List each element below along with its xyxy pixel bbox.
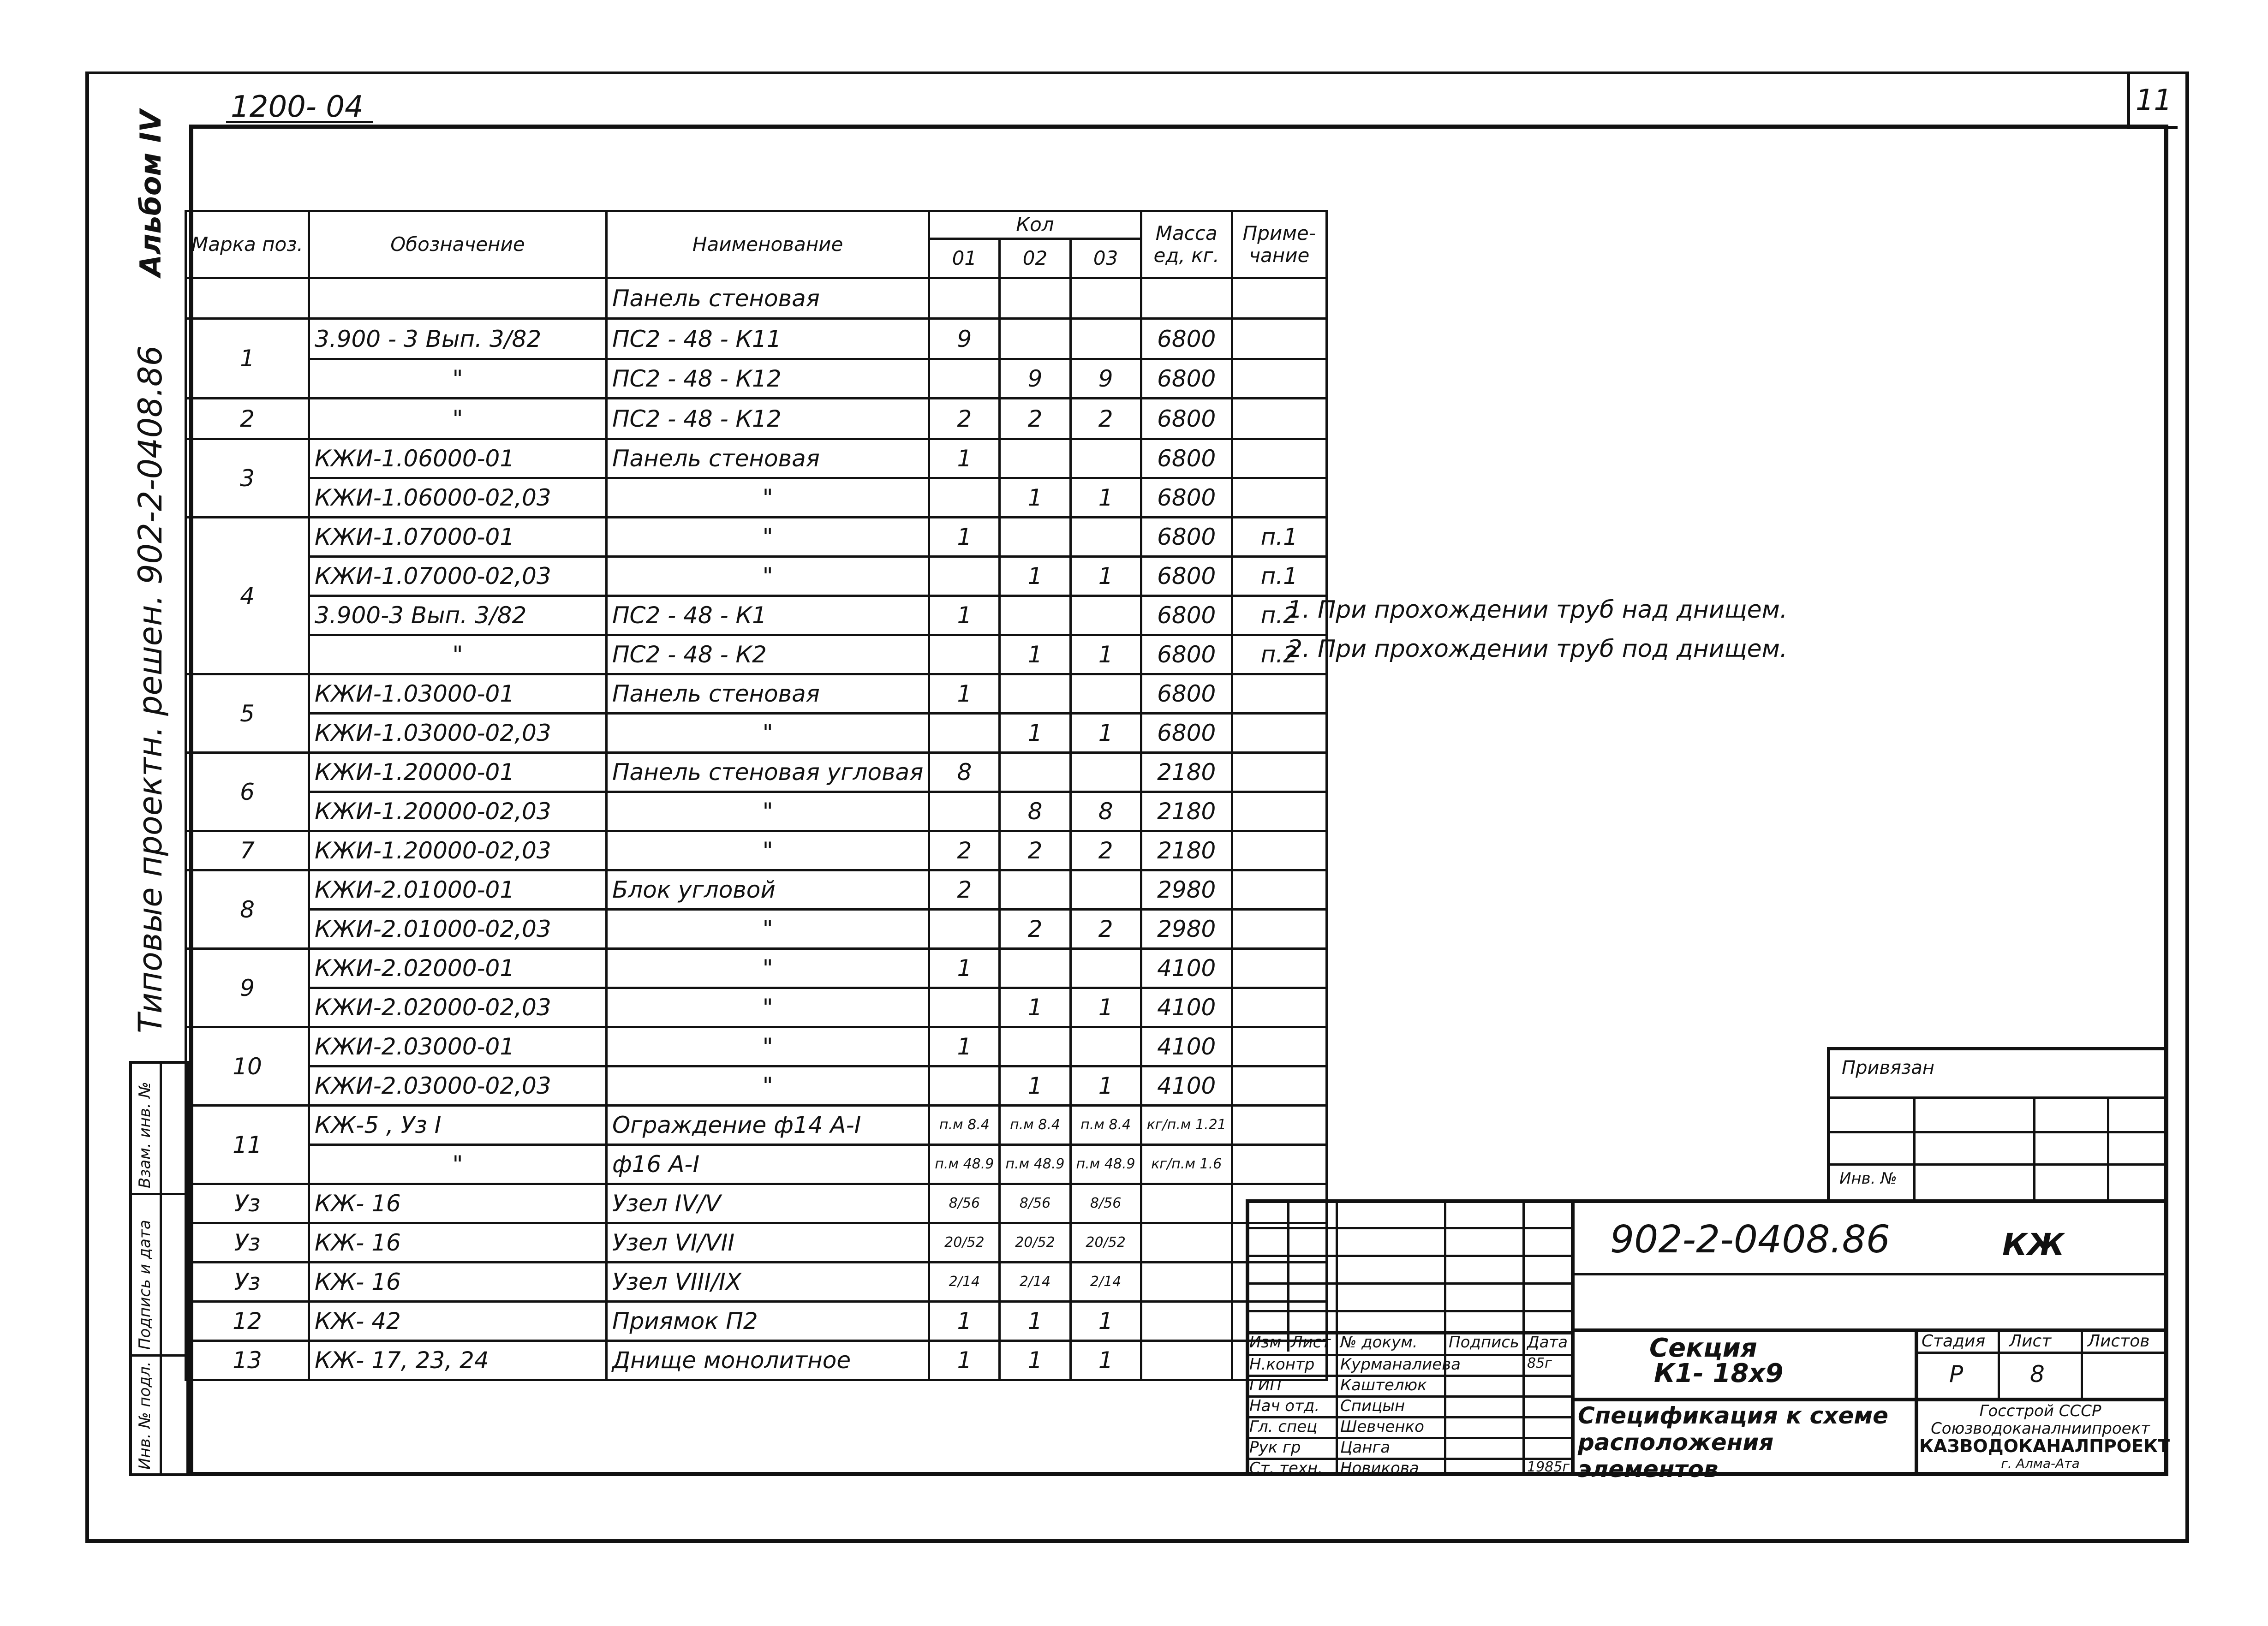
table-row [186, 439, 1327, 478]
cell-q03 [1070, 319, 1141, 359]
cell-designation: КЖИ-2.02000-01 [309, 949, 606, 988]
cell-q03 [1070, 949, 1141, 988]
cell-designation: 3.900 - 3 Вып. 3/82 [309, 319, 606, 359]
tb-person-role: ГИП [1249, 1376, 1282, 1394]
cell-name: ф16 А-I [606, 1145, 929, 1184]
cell-q01 [929, 557, 1000, 596]
cell-name: " [606, 1027, 929, 1066]
cell-q02 [1000, 518, 1070, 557]
cell-q03: 2 [1070, 910, 1141, 949]
cell-q03: 20/52 [1070, 1223, 1141, 1263]
table-row [186, 1106, 1327, 1145]
tb-col-sign: Подпись [1449, 1333, 1519, 1352]
cell-q02: 8/56 [1000, 1184, 1070, 1223]
tb-organization: Госстрой СССР Союзводоканалниипроект КАЗВОДОКАНАЛПРОЕКТ г. Алма-Ата [1919, 1402, 2170, 1471]
table-row [186, 518, 1327, 557]
cell-q02 [1000, 949, 1070, 988]
table-row [186, 870, 1327, 910]
cell-mass: 6800 [1141, 399, 1232, 439]
tb-sheets-label: Листов [2088, 1332, 2150, 1351]
header-designation: Обозначение [309, 211, 606, 278]
cell-q02: 1 [1000, 714, 1070, 753]
stamp-inv-original: Инв. № подл. [136, 1361, 154, 1470]
binding-title: Привязан [1842, 1057, 1935, 1078]
cell-mass [1141, 1184, 1232, 1223]
cell-note [1232, 792, 1326, 831]
cell-name: Панель стеновая [606, 674, 929, 714]
cell-q02: 20/52 [1000, 1223, 1070, 1263]
cell-mark: 1 [186, 319, 309, 399]
cell-name: " [606, 714, 929, 753]
cell-note [1232, 910, 1326, 949]
tb-person-role: Н.контр [1249, 1355, 1315, 1374]
cell-q01: 2 [929, 870, 1000, 910]
header-q02: 02 [1000, 239, 1070, 278]
cell-q02 [1000, 674, 1070, 714]
cell-mark: Уз [186, 1223, 309, 1263]
cell-q03: 9 [1070, 359, 1141, 399]
cell-name: ПС2 - 48 - К11 [606, 319, 929, 359]
header-name: Наименование [606, 211, 929, 278]
cell-mass [1141, 1341, 1232, 1380]
tb-col-date: Дата [1527, 1333, 1568, 1352]
cell-q03: 2/14 [1070, 1263, 1141, 1302]
cell-note [1232, 478, 1326, 518]
cell-q02 [1000, 319, 1070, 359]
cell-mark: 8 [186, 870, 309, 949]
cell-q03: 1 [1070, 478, 1141, 518]
cell-designation: КЖ- 42 [309, 1302, 606, 1341]
cell-note [1232, 319, 1326, 359]
cell-note: п.2 [1232, 635, 1326, 674]
cell-q01 [929, 278, 1000, 319]
cell-name: Узел VI/VII [606, 1223, 929, 1263]
header-mark: Марка поз. [186, 211, 309, 278]
binding-inv-label: Инв. № [1839, 1169, 1897, 1188]
cell-mass: 4100 [1141, 988, 1232, 1027]
cell-q01: 9 [929, 319, 1000, 359]
cell-mark [186, 278, 309, 319]
cell-name: " [606, 557, 929, 596]
cell-mass: 2980 [1141, 870, 1232, 910]
table-row [186, 1302, 1327, 1341]
table-row [186, 278, 1327, 319]
cell-designation: 3.900-3 Вып. 3/82 [309, 596, 606, 635]
table-row [186, 988, 1327, 1027]
cell-note [1232, 753, 1326, 792]
cell-q02 [1000, 596, 1070, 635]
tb-stage: Р [1949, 1361, 1964, 1388]
cell-q01 [929, 478, 1000, 518]
note-1: 1. При прохождении труб над днищем. [1287, 596, 1788, 624]
cell-note [1232, 1145, 1326, 1184]
cell-mass: 6800 [1141, 596, 1232, 635]
cell-name: ПС2 - 48 - К12 [606, 399, 929, 439]
cell-mass: 4100 [1141, 1027, 1232, 1066]
cell-q01: 1 [929, 518, 1000, 557]
cell-name: " [606, 831, 929, 870]
table-row [186, 1066, 1327, 1106]
tb-drawing-title: Спецификация к схеме расположения элементов [1578, 1402, 1889, 1483]
cell-note [1232, 278, 1326, 319]
cell-mark: 13 [186, 1341, 309, 1380]
cell-mass: 6800 [1141, 714, 1232, 753]
cell-q03: 1 [1070, 1341, 1141, 1380]
cell-mass: 6800 [1141, 478, 1232, 518]
cell-mass: 6800 [1141, 674, 1232, 714]
cell-q03: 8 [1070, 792, 1141, 831]
cell-q03 [1070, 518, 1141, 557]
table-row [186, 1027, 1327, 1066]
cell-note: п.2 [1232, 596, 1326, 635]
cell-designation [309, 278, 606, 319]
cell-mark: 3 [186, 439, 309, 518]
cell-mark: 6 [186, 753, 309, 831]
cell-q01: 1 [929, 439, 1000, 478]
cell-q01 [929, 359, 1000, 399]
cell-q02: п.м 8.4 [1000, 1106, 1070, 1145]
cell-q02 [1000, 439, 1070, 478]
cell-designation: КЖИ-2.01000-01 [309, 870, 606, 910]
cell-q01: 1 [929, 596, 1000, 635]
tb-col-doc: № докум. [1340, 1333, 1418, 1352]
cell-note [1232, 359, 1326, 399]
cell-name: Панель стеновая [606, 439, 929, 478]
cell-name: ПС2 - 48 - К2 [606, 635, 929, 674]
cell-q03: п.м 8.4 [1070, 1106, 1141, 1145]
cell-mass: 2980 [1141, 910, 1232, 949]
cell-mass: 4100 [1141, 949, 1232, 988]
cell-q01: 1 [929, 1027, 1000, 1066]
table-row [186, 635, 1327, 674]
cell-q03 [1070, 870, 1141, 910]
cell-mark: 2 [186, 399, 309, 439]
cell-mass: 6800 [1141, 359, 1232, 399]
tb-project-code: 902-2-0408.86 [1610, 1218, 1890, 1262]
cell-name: " [606, 518, 929, 557]
cell-q01 [929, 792, 1000, 831]
album-code: 1200- 04 [231, 90, 364, 124]
cell-mark: 10 [186, 1027, 309, 1106]
cell-name: Панель стеновая угловая [606, 753, 929, 792]
cell-mark: Уз [186, 1263, 309, 1302]
cell-designation: КЖ- 16 [309, 1184, 606, 1223]
cell-q03: 1 [1070, 635, 1141, 674]
table-row [186, 1223, 1327, 1263]
tb-person-name: Новикова [1340, 1459, 1419, 1477]
tb-person-date: 1985г [1527, 1459, 1570, 1475]
table-row [186, 792, 1327, 831]
notes [1287, 590, 1787, 669]
tb-person-name: Цанга [1340, 1438, 1391, 1457]
tb-col-izm: Изм [1249, 1333, 1282, 1352]
cell-note: п.1 [1232, 518, 1326, 557]
table-row [186, 1145, 1327, 1184]
tb-section-title: Секция [1649, 1333, 1757, 1363]
table-row [186, 1341, 1327, 1380]
cell-q01: 1 [929, 674, 1000, 714]
table-row [186, 399, 1327, 439]
table-row [186, 1184, 1327, 1223]
header-q01: 01 [929, 239, 1000, 278]
cell-q03 [1070, 1027, 1141, 1066]
cell-q02: 1 [1000, 1302, 1070, 1341]
cell-q01: 1 [929, 1302, 1000, 1341]
cell-q01: 1 [929, 949, 1000, 988]
cell-note [1232, 439, 1326, 478]
table-row [186, 319, 1327, 359]
cell-q01: 1 [929, 1341, 1000, 1380]
cell-mark: Уз [186, 1184, 309, 1223]
cell-mass: 6800 [1141, 635, 1232, 674]
cell-q03: п.м 48.9 [1070, 1145, 1141, 1184]
cell-designation: КЖИ-1.20000-02,03 [309, 792, 606, 831]
cell-q01 [929, 1066, 1000, 1106]
table-row [186, 478, 1327, 518]
cell-q02 [1000, 753, 1070, 792]
cell-designation: " [309, 359, 606, 399]
cell-name: " [606, 988, 929, 1027]
cell-note [1232, 1106, 1326, 1145]
cell-name: " [606, 949, 929, 988]
cell-q02: 2 [1000, 399, 1070, 439]
cell-mass [1141, 1302, 1232, 1341]
cell-q02: 1 [1000, 478, 1070, 518]
tb-sheet-label: Лист [2009, 1332, 2052, 1351]
cell-name: ПС2 - 48 - К12 [606, 359, 929, 399]
table-row [186, 831, 1327, 870]
cell-q01 [929, 910, 1000, 949]
cell-name: Приямок П2 [606, 1302, 929, 1341]
cell-designation: КЖИ-1.03000-02,03 [309, 714, 606, 753]
stamp-sign-date: Подпись и дата [136, 1220, 154, 1350]
cell-designation: КЖИ-2.03000-01 [309, 1027, 606, 1066]
header-qty: Кол [929, 211, 1141, 239]
tb-section-sub: К1- 18х9 [1654, 1358, 1784, 1388]
cell-q01: 8/56 [929, 1184, 1000, 1223]
cell-designation: КЖИ-2.02000-02,03 [309, 988, 606, 1027]
cell-mark: 7 [186, 831, 309, 870]
cell-note [1232, 870, 1326, 910]
cell-name: Узел IV/V [606, 1184, 929, 1223]
cell-q02: 1 [1000, 557, 1070, 596]
tb-person-name: Шевченко [1340, 1418, 1424, 1436]
table-row [186, 359, 1327, 399]
cell-q01: 2 [929, 399, 1000, 439]
cell-q01: п.м 8.4 [929, 1106, 1000, 1145]
series-label: Типовые проектн. решен. 902-2-0408.86 [131, 345, 169, 1033]
cell-note [1232, 949, 1326, 988]
table-row [186, 753, 1327, 792]
note-2: 2. При прохождении труб под днищем. [1287, 635, 1788, 663]
cell-note [1232, 988, 1326, 1027]
cell-designation: КЖИ-1.07000-01 [309, 518, 606, 557]
cell-q01: п.м 48.9 [929, 1145, 1000, 1184]
cell-q03: 1 [1070, 714, 1141, 753]
cell-name: Узел VIII/IX [606, 1263, 929, 1302]
cell-q02: 8 [1000, 792, 1070, 831]
cell-q02: 1 [1000, 1341, 1070, 1380]
cell-name: " [606, 792, 929, 831]
cell-mass: 6800 [1141, 439, 1232, 478]
tb-person-role: Гл. спец [1249, 1418, 1318, 1436]
cell-q02 [1000, 278, 1070, 319]
tb-person-name: Курманалиева [1340, 1355, 1461, 1374]
cell-designation: КЖИ-2.01000-02,03 [309, 910, 606, 949]
cell-q02: 1 [1000, 635, 1070, 674]
cell-mass [1141, 1223, 1232, 1263]
cell-designation: КЖИ-1.03000-01 [309, 674, 606, 714]
cell-designation: КЖ- 16 [309, 1263, 606, 1302]
cell-q02: 1 [1000, 988, 1070, 1027]
album-label: Альбом IV [134, 110, 167, 277]
cell-designation: КЖИ-1.20000-02,03 [309, 831, 606, 870]
cell-name: " [606, 1066, 929, 1106]
cell-note [1232, 831, 1326, 870]
cell-designation: " [309, 399, 606, 439]
cell-q03: 8/56 [1070, 1184, 1141, 1223]
cell-note [1232, 714, 1326, 753]
cell-q02: 2 [1000, 831, 1070, 870]
cell-mass: кг/п.м 1.21 [1141, 1106, 1232, 1145]
header-mass: Масса ед, кг. [1141, 211, 1232, 278]
cell-q01: 8 [929, 753, 1000, 792]
table-row [186, 596, 1327, 635]
cell-mass: 6800 [1141, 557, 1232, 596]
cell-q01 [929, 635, 1000, 674]
cell-mass: 2180 [1141, 792, 1232, 831]
header-q03: 03 [1070, 239, 1141, 278]
cell-q02: 2/14 [1000, 1263, 1070, 1302]
cell-designation: КЖИ-2.03000-02,03 [309, 1066, 606, 1106]
cell-designation: КЖ-5 , Уз I [309, 1106, 606, 1145]
cell-mass: 2180 [1141, 831, 1232, 870]
cell-q02 [1000, 1027, 1070, 1066]
cell-designation: КЖИ-1.06000-01 [309, 439, 606, 478]
cell-mass: 2180 [1141, 753, 1232, 792]
cell-q03: 2 [1070, 831, 1141, 870]
tb-person-role: Рук гр [1249, 1438, 1301, 1457]
table-row [186, 674, 1327, 714]
cell-note [1232, 1066, 1326, 1106]
cell-designation: КЖИ-1.07000-02,03 [309, 557, 606, 596]
cell-name: ПС2 - 48 - К1 [606, 596, 929, 635]
cell-designation: КЖИ-1.20000-01 [309, 753, 606, 792]
cell-q01 [929, 714, 1000, 753]
cell-designation: КЖ- 17, 23, 24 [309, 1341, 606, 1380]
spec-table [185, 210, 1328, 1381]
cell-mass [1141, 1263, 1232, 1302]
cell-q03 [1070, 596, 1141, 635]
left-stamp [129, 1061, 189, 1476]
tb-stage-label: Стадия [1922, 1332, 1986, 1351]
cell-q03 [1070, 439, 1141, 478]
stamp-replace-inv: Взам. инв. № [136, 1082, 154, 1188]
tb-person-name: Каштелюк [1340, 1376, 1427, 1394]
cell-designation: " [309, 635, 606, 674]
cell-q02 [1000, 870, 1070, 910]
table-row [186, 1263, 1327, 1302]
cell-q03 [1070, 753, 1141, 792]
table-row [186, 949, 1327, 988]
cell-q03: 1 [1070, 557, 1141, 596]
cell-note [1232, 674, 1326, 714]
cell-note [1232, 399, 1326, 439]
cell-name: Ограждение ф14 А-I [606, 1106, 929, 1145]
cell-mass: 6800 [1141, 518, 1232, 557]
cell-q03 [1070, 674, 1141, 714]
cell-q01: 20/52 [929, 1223, 1000, 1263]
cell-note [1232, 1027, 1326, 1066]
cell-designation: " [309, 1145, 606, 1184]
cell-mark: 4 [186, 518, 309, 674]
tb-person-date: 85г [1527, 1355, 1552, 1371]
cell-designation: КЖ- 16 [309, 1223, 606, 1263]
cell-q03: 2 [1070, 399, 1141, 439]
cell-mark: 9 [186, 949, 309, 1027]
table-row [186, 714, 1327, 753]
cell-name: Днище монолитное [606, 1341, 929, 1380]
tb-person-role: Нач отд. [1249, 1397, 1320, 1415]
cell-q02: 9 [1000, 359, 1070, 399]
cell-name: Блок угловой [606, 870, 929, 910]
table-row [186, 910, 1327, 949]
cell-q02: п.м 48.9 [1000, 1145, 1070, 1184]
cell-mass: 6800 [1141, 319, 1232, 359]
sheet-number: 11 [2127, 74, 2178, 129]
cell-q02: 2 [1000, 910, 1070, 949]
cell-note: п.1 [1232, 557, 1326, 596]
cell-q01: 2 [929, 831, 1000, 870]
cell-name: " [606, 910, 929, 949]
cell-q02: 1 [1000, 1066, 1070, 1106]
cell-mass [1141, 278, 1232, 319]
cell-name: Панель стеновая [606, 278, 929, 319]
binding-block [1827, 1047, 2164, 1199]
cell-name: " [606, 478, 929, 518]
header-note: Приме- чание [1232, 211, 1326, 278]
tb-person-role: Ст. техн. [1249, 1459, 1323, 1477]
cell-q03: 1 [1070, 1302, 1141, 1341]
cell-q01: 2/14 [929, 1263, 1000, 1302]
cell-mass: кг/п.м 1.6 [1141, 1145, 1232, 1184]
cell-mark: 11 [186, 1106, 309, 1184]
table-row [186, 557, 1327, 596]
cell-mass: 4100 [1141, 1066, 1232, 1106]
cell-designation: КЖИ-1.06000-02,03 [309, 478, 606, 518]
cell-mark: 12 [186, 1302, 309, 1341]
tb-person-name: Спицын [1340, 1397, 1405, 1415]
cell-q01 [929, 988, 1000, 1027]
tb-mark: КЖ [2002, 1227, 2065, 1263]
cell-q03 [1070, 278, 1141, 319]
cell-mark: 5 [186, 674, 309, 753]
tb-sheet: 8 [2030, 1361, 2045, 1388]
tb-col-list: Лист [1291, 1333, 1331, 1352]
cell-q03: 1 [1070, 988, 1141, 1027]
cell-q03: 1 [1070, 1066, 1141, 1106]
